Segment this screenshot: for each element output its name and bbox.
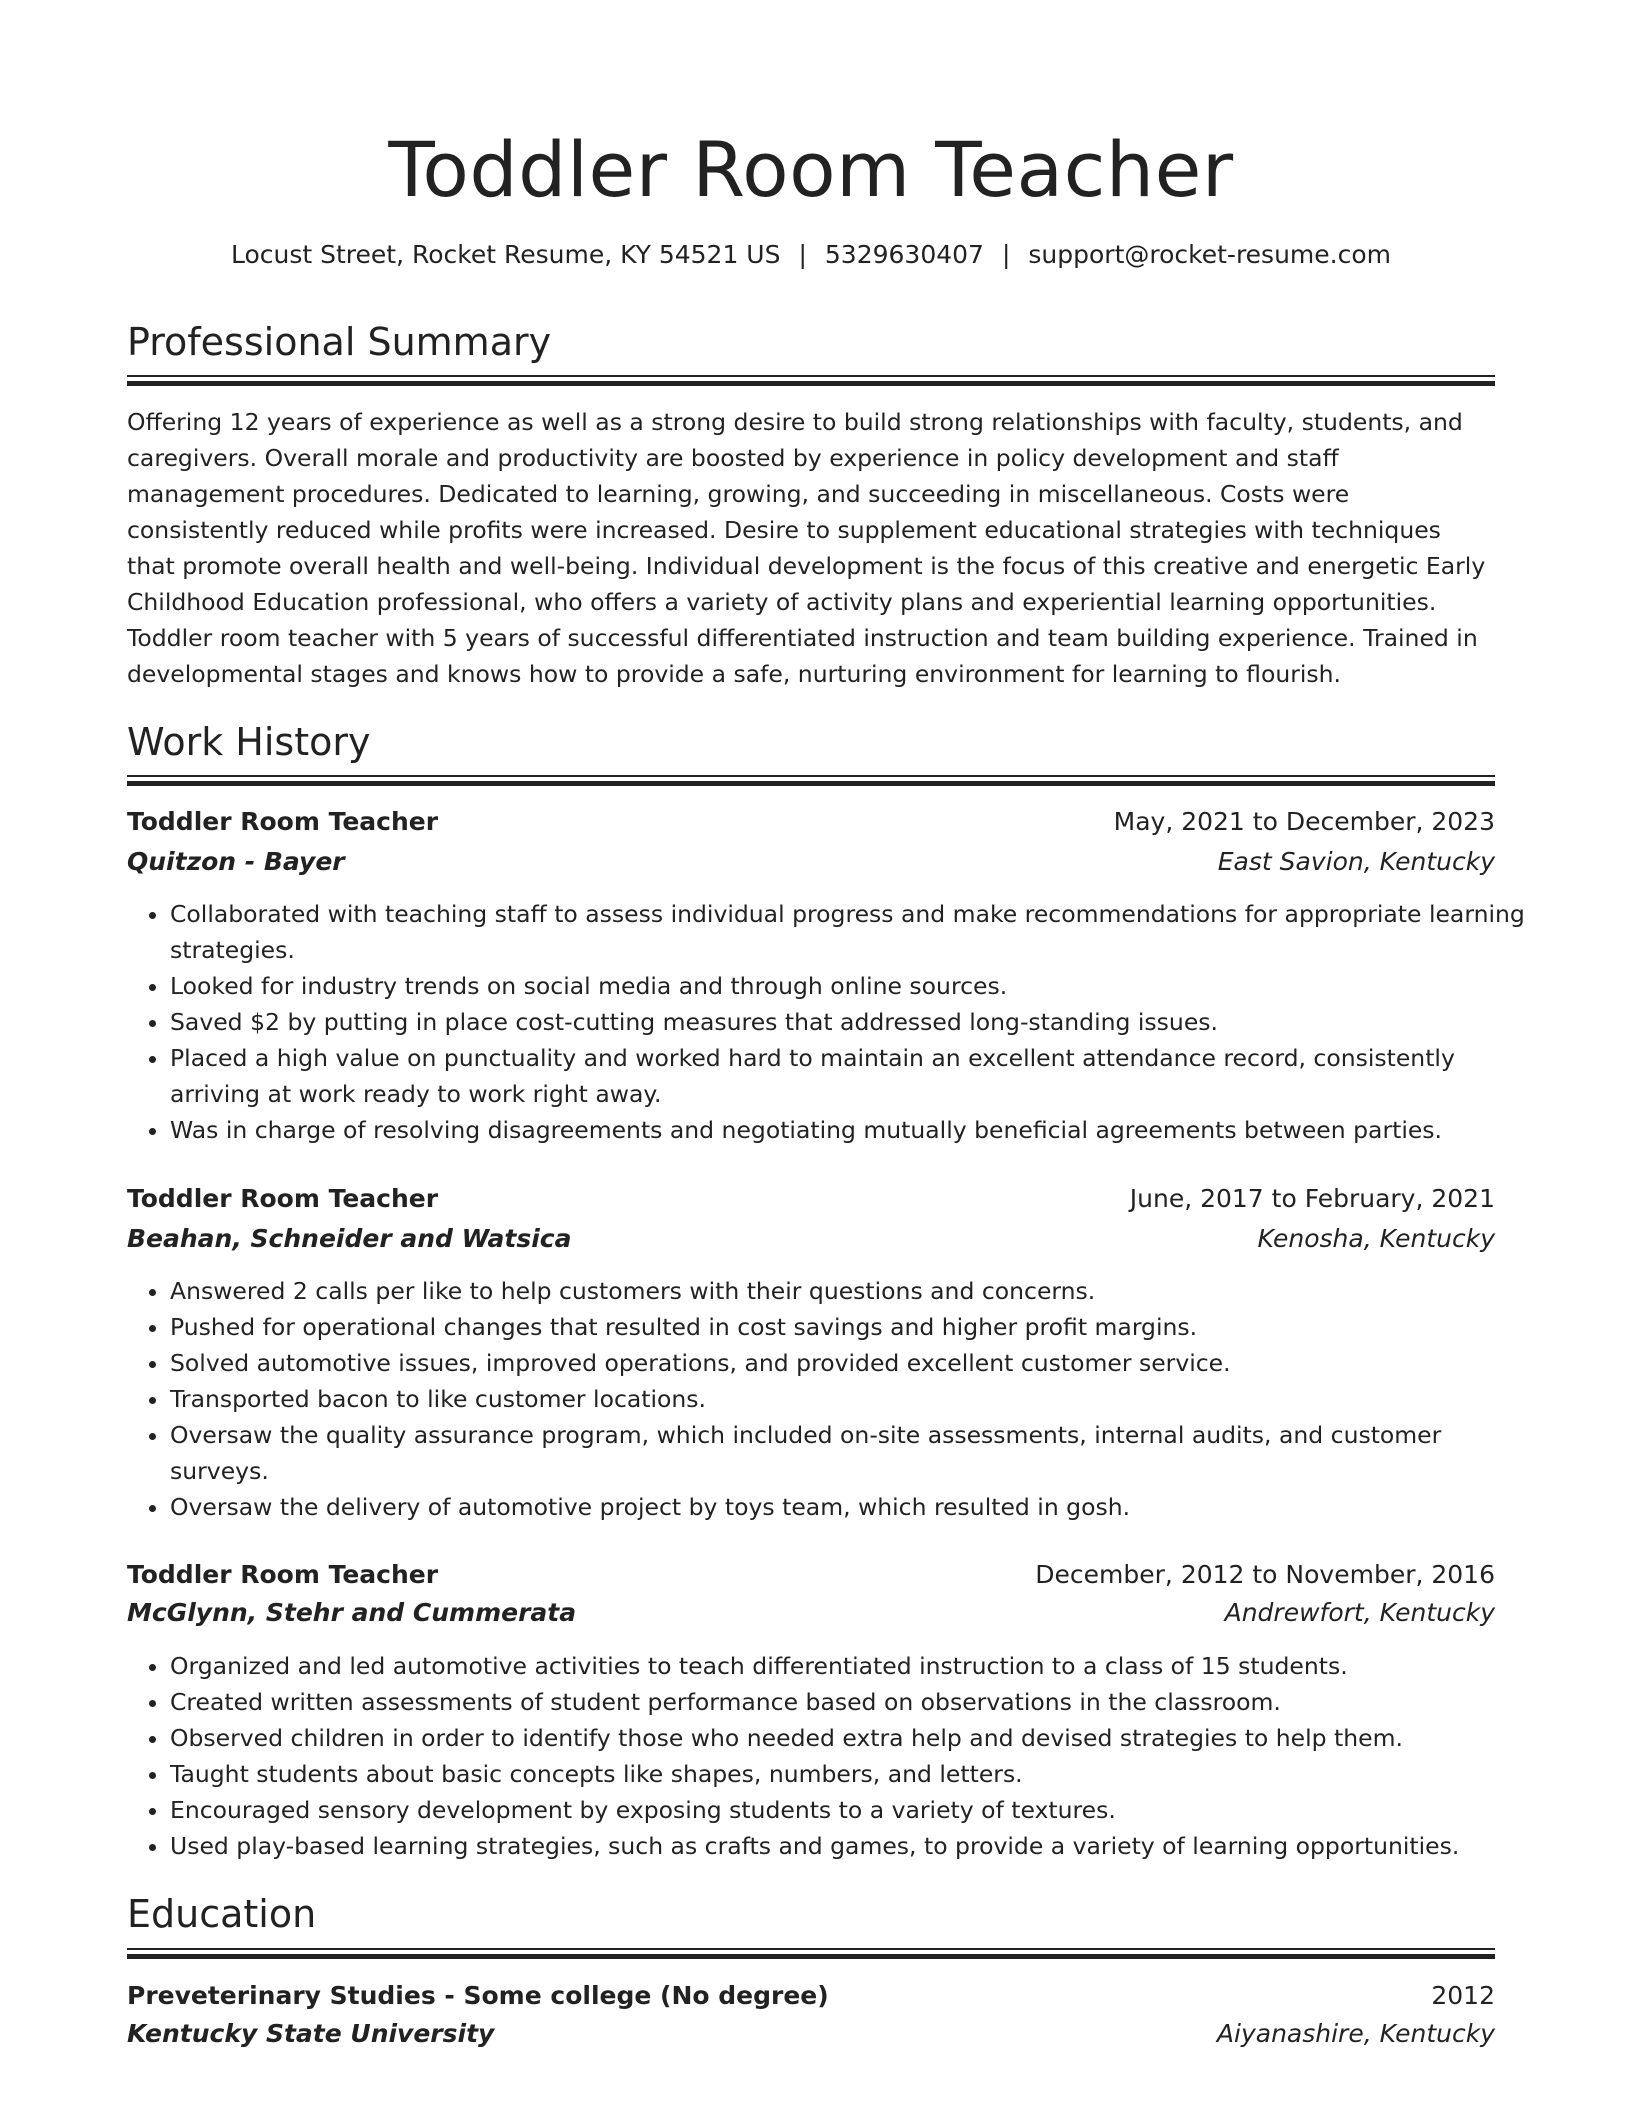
summary-text: Offering 12 years of experience as well as a strong desire to build strong relationships with faculty, students, and caregivers. Overall morale and productivity are boosted by experience in policy development and staff management procedures. Dedicated to learning, growing, and succeeding in miscellaneous. Costs were consistently reduced while profits were increased. Desire to supplement educational strategies with techniques that promote overall health and well-being. Individual development is the focus of this creative and energetic Early Childhood Education professional, who offers a variety of activity plans and experiential learning opportunities. Toddler room teacher with 5 years of successful differentiated instruction and team building experience. Trained in developmental stages and knows how to provide a safe, nurturing environment for learning to flourish. [127,408,1486,688]
list-item: • Was in charge of resolving disagreements and negotiating mutually beneficial agreements between parties. [170,1112,1538,1148]
section-title-summary: Professional Summary [127,320,552,364]
list-item: • Organized and led automotive activities to teach differentiated instruction to a class of 15 students. [170,1648,1538,1684]
job-title: Toddler Room Teacher [127,1184,439,1213]
contact-phone: 5329630407 [824,240,984,269]
education-location: Aiyanashire, Kentucky [1216,2019,1495,2048]
section-title-education: Education [127,1892,317,1936]
list-item: • Collaborated with teaching staff to assess individual progress and make recommendations for appropriate learning strategies. [170,896,1538,968]
contact-line [127,238,1495,272]
contact-email: support@rocket-resume.com [1028,240,1392,269]
list-item: • Observed children in order to identify those who needed extra help and devised strategies to help them. [170,1720,1538,1756]
job-header [127,1557,1495,1593]
list-item: • Answered 2 calls per like to help customers with their questions and concerns. [170,1273,1538,1309]
job-bullets [127,1648,1538,1864]
section-divider [127,775,1495,786]
job-subheader [127,1595,1495,1631]
contact-separator: | [1001,240,1011,269]
list-item: • Looked for industry trends on social media and through online sources. [170,968,1538,1004]
education-year: 2012 [1431,1981,1495,2010]
job-location: East Savion, Kentucky [1217,847,1495,876]
contact-separator: | [798,240,807,269]
section-title-work-history: Work History [127,720,371,764]
job-location: Andrewfort, Kentucky [1224,1598,1495,1627]
list-item: • Transported bacon to like customer locations. [170,1381,1538,1417]
job-company: Quitzon - Bayer [127,847,345,876]
list-item: • Created written assessments of student performance based on observations in the classroom. [170,1684,1538,1720]
list-item: • Saved $2 by putting in place cost-cutting measures that addressed long-standing issues. [170,1004,1538,1040]
job-subheader [127,844,1495,880]
job-bullets [127,1273,1538,1525]
list-item: • Used play-based learning strategies, such as crafts and games, to provide a variety of learning opportunities. [170,1828,1538,1864]
list-item: • Encouraged sensory development by exposing students to a variety of textures. [170,1792,1538,1828]
job-company: McGlynn, Stehr and Cummerata [127,1598,577,1627]
job-bullets [127,896,1538,1148]
job-header [127,804,1495,840]
job-location: Kenosha, Kentucky [1257,1224,1495,1253]
list-item: • Oversaw the delivery of automotive project by toys team, which resulted in gosh. [170,1489,1538,1525]
section-divider [127,1948,1495,1959]
job-company: Beahan, Schneider and Watsica [127,1224,572,1253]
job-dates: June, 2017 to February, 2021 [1129,1184,1495,1213]
job-dates: December, 2012 to November, 2016 [1035,1560,1495,1589]
list-item: • Taught students about basic concepts like shapes, numbers, and letters. [170,1756,1538,1792]
section-divider [127,375,1495,386]
list-item: • Solved automotive issues, improved operations, and provided excellent customer service. [170,1345,1538,1381]
job-header [127,1181,1495,1217]
candidate-name: Toddler Room Teacher [388,125,1234,214]
job-title: Toddler Room Teacher [127,1560,439,1589]
education-school: Kentucky State University [127,2019,495,2048]
education-header [127,1978,1495,2014]
list-item: • Oversaw the quality assurance program, which included on-site assessments, internal audits, and customer surveys. [170,1417,1538,1489]
list-item: • Pushed for operational changes that resulted in cost savings and higher profit margins. [170,1309,1538,1345]
contact-address: Locust Street, Rocket Resume, KY 54521 US [230,240,781,269]
education-degree: Preveterinary Studies - Some college (No degree) [127,1981,829,2010]
job-title: Toddler Room Teacher [127,807,439,836]
list-item: • Placed a high value on punctuality and worked hard to maintain an excellent attendance record, consistently arriving at work ready to work right away. [170,1040,1538,1112]
job-subheader [127,1221,1495,1257]
education-subheader [127,2016,1495,2052]
job-dates: May, 2021 to December, 2023 [1113,807,1495,836]
